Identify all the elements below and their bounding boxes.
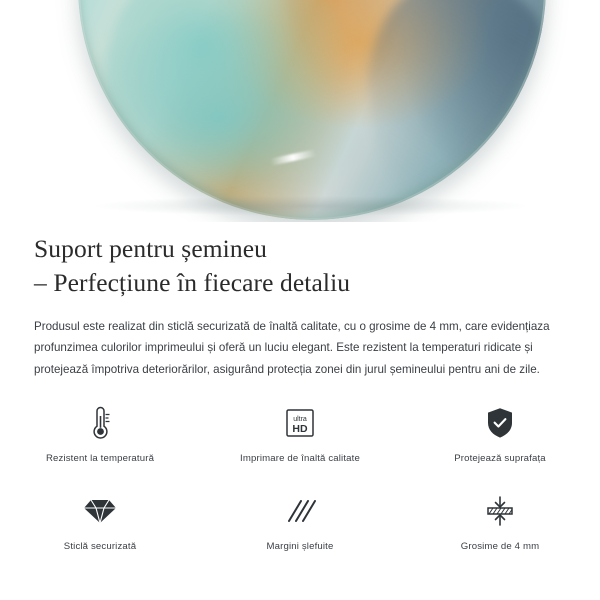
text-content: [0, 222, 600, 380]
feature-item-surface-protection: [400, 402, 600, 464]
feature-label: Rezistent la temperatură: [45, 453, 155, 464]
svg-text:ultra: ultra: [293, 416, 307, 423]
feature-item-polished-edges: [200, 490, 400, 552]
ultra-hd-icon: [279, 402, 321, 444]
shield-check-icon: [479, 402, 521, 444]
glass-plate-image: [78, 0, 546, 220]
page-title: [0, 222, 600, 300]
feature-item-print-quality: [200, 402, 400, 464]
feature-item-tempered-glass: [0, 490, 200, 552]
thermometer-icon: [79, 402, 121, 444]
feature-label: Grosime de 4 mm: [460, 541, 540, 552]
feature-item-temperature: [0, 402, 200, 464]
headline-line-2: – Perfecțiune în fiecare detaliu: [34, 267, 351, 297]
feature-grid: [0, 402, 600, 552]
feature-label: Imprimare de înaltă calitate: [240, 453, 360, 464]
svg-text:HD: HD: [292, 423, 308, 435]
feature-label: Margini șlefuite: [266, 541, 334, 552]
polished-edges-icon: [279, 490, 321, 532]
plate-drop-shadow: [96, 196, 526, 216]
description-paragraph: Produsul este realizat din sticlă securizată de înaltă calitate, cu o grosime de 4 mm, care evidențiaza profunzimea culorilor imprimeului și oferă un luciu elegant. Este rezistent la temperaturi ridicate și protejează împotriva deteriorărilor, asigurând protecția zonei din jurul șemineului pentru ani de zile.: [34, 319, 550, 376]
diamond-icon: [79, 490, 121, 532]
hero-image: [0, 0, 600, 222]
feature-item-thickness: [400, 490, 600, 552]
feature-label: Protejează suprafața: [454, 453, 546, 464]
feature-label: Sticlă securizată: [63, 541, 137, 552]
thickness-icon: [479, 490, 521, 532]
headline-line-1: Suport pentru șemineu: [34, 234, 267, 263]
